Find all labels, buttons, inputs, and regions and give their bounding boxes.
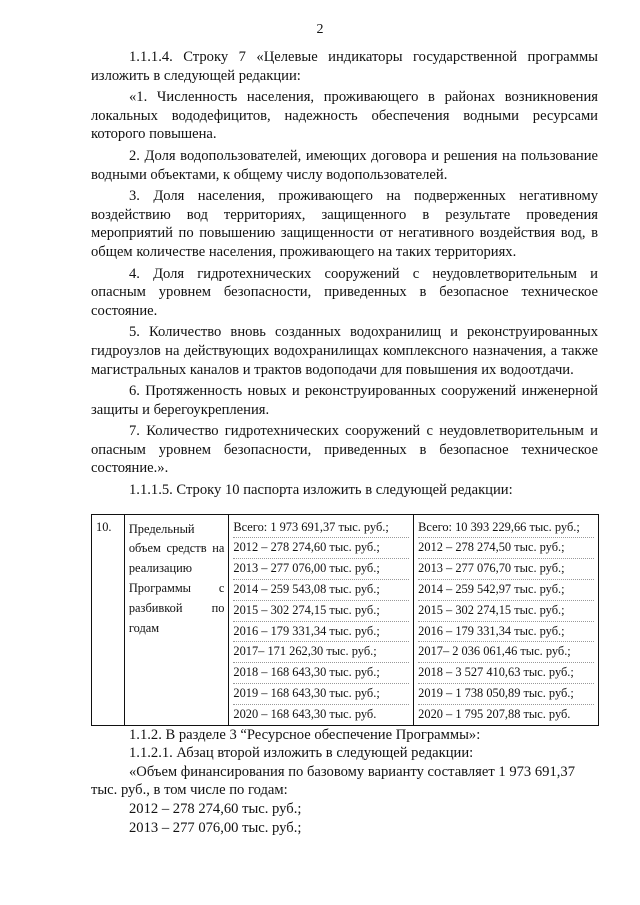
indicator-7: 7. Количество гидротехнических сооружений с неудовлетворительным и опасным уровнем безопасности, приведенных в безопасное техническое состояние.». (91, 423, 598, 477)
new-value-2012: 2012 – 278 274,50 тыс. руб.; (418, 538, 594, 559)
new-value-2020: 2020 – 1 795 207,88 тыс. руб. (418, 706, 571, 721)
indicator-5: 5. Количество вновь созданных водохранилищ и реконструированных гидроузлов на действующих водохранилищах комплексного назначения, а также магистральных каналов и трактов водоподачи для повышения их водоотдачи. (91, 324, 598, 378)
old-value-2020: 2020 – 168 643,30 тыс. руб. (233, 706, 377, 721)
new-value-2013: 2013 – 277 076,70 тыс. руб.; (418, 559, 594, 580)
old-value-2013: 2013 – 277 076,00 тыс. руб.; (233, 559, 409, 580)
row-name-line: годам (128, 620, 160, 635)
old-value-2016: 2016 – 179 331,34 тыс. руб.; (233, 622, 409, 643)
new-value-2017: 2017– 2 036 061,46 тыс. руб.; (418, 642, 594, 663)
indicator-3: 3. Доля населения, проживающего на подверженных негативному воздействию вод территориях, защищенного в результате проведения мероприятий по повышению защищенности от негативного воздействия вод, в общем количестве населения, проживающего на таких территориях. (91, 188, 598, 260)
old-value-2012: 2012 – 278 274,60 тыс. руб.; (233, 538, 409, 559)
old-values-cell (229, 514, 414, 725)
row-name-line: реализацию (128, 561, 193, 576)
new-values-cell (414, 514, 599, 725)
paragraph-1-1-1-4: 1.1.1.4. Строку 7 «Целевые индикаторы государственной программы изложить в следующей редакции: (91, 49, 598, 84)
old-value-2019: 2019 – 168 643,30 тыс. руб.; (233, 684, 409, 705)
funding-paragraph-cont: тыс. руб., в том числе по годам: (91, 782, 288, 799)
old-value-2017: 2017– 171 262,30 тыс. руб.; (233, 642, 409, 663)
table-row (92, 514, 599, 725)
funding-year-2012: 2012 – 278 274,60 тыс. руб.; (129, 801, 302, 817)
indicator-4: 4. Доля гидротехнических сооружений с неудовлетворительным и опасным уровнем безопасности, приведенных в безопасное техническое состояние. (91, 265, 598, 319)
funding-paragraph-start: «Объем финансирования по базовому варианту составляет 1 973 691,37 (129, 763, 575, 780)
document-body (91, 48, 598, 837)
new-value-2015: 2015 – 302 274,15 тыс. руб.; (418, 601, 594, 622)
new-value-2016: 2016 – 179 331,34 тыс. руб.; (418, 622, 594, 643)
new-value-2019: 2019 – 1 738 050,89 тыс. руб.; (418, 684, 594, 705)
old-value-2014: 2014 – 259 543,08 тыс. руб.; (233, 580, 409, 601)
new-value-total: Всего: 10 393 229,66 тыс. руб.; (418, 518, 594, 539)
indicator-1: «1. Численность населения, проживающего в районах возникновения локальных вододефицитов, надежность обеспечения водными ресурсами которого повышена. (91, 89, 598, 143)
indicator-6: 6. Протяженность новых и реконструированных сооружений инженерной защиты и берегоукрепления. (91, 383, 598, 418)
row-name-line: Программы с (128, 581, 225, 596)
row-number: 10. (92, 514, 125, 725)
funding-year-2013: 2013 – 277 076,00 тыс. руб.; (129, 819, 302, 836)
new-value-2018: 2018 – 3 527 410,63 тыс. руб.; (418, 663, 594, 684)
page-number: 2 (316, 22, 324, 37)
old-value-2015: 2015 – 302 274,15 тыс. руб.; (233, 601, 409, 622)
indicator-2: 2. Доля водопользователей, имеющих договора и решения на пользование водными объектами, к общему числу водопользователей. (91, 147, 598, 183)
old-value-2018: 2018 – 168 643,30 тыс. руб.; (233, 663, 409, 684)
paragraph-1-1-2-1: 1.1.2.1. Абзац второй изложить в следующей редакции: (129, 745, 474, 762)
row-name-cell (124, 514, 229, 725)
section-3-amendments (91, 726, 598, 838)
new-value-2014: 2014 – 259 542,97 тыс. руб.; (418, 580, 594, 601)
paragraph-1-1-1-5: 1.1.1.5. Строку 10 паспорта изложить в следующей редакции: (129, 482, 513, 499)
row-name-line: разбивкой по (128, 600, 225, 615)
old-value-total: Всего: 1 973 691,37 тыс. руб.; (233, 518, 409, 539)
paragraph-1-1-2: 1.1.2. В разделе 3 “Ресурсное обеспечение Программы»: (129, 726, 481, 743)
passport-row-10-table (91, 514, 599, 726)
row-name-line: Предельный (128, 521, 195, 536)
row-name-line: объем средств на (128, 541, 225, 556)
